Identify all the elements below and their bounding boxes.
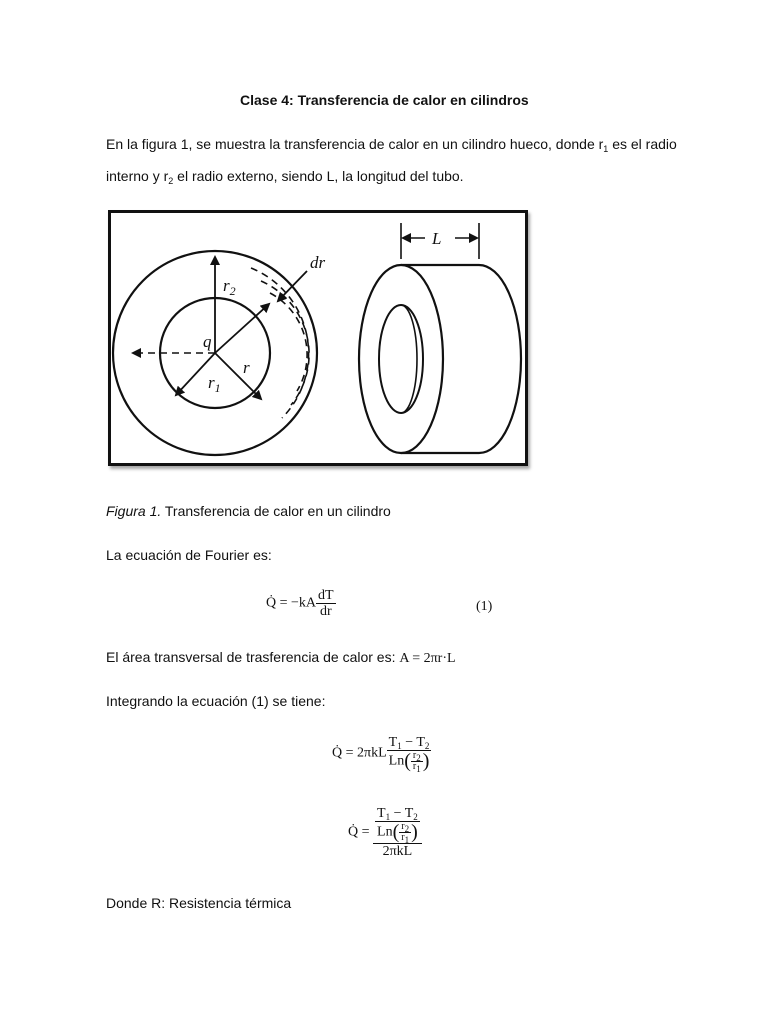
equation-3: [348, 806, 422, 859]
document-title: Clase 4: Transferencia de calor en cilindros: [240, 92, 529, 108]
label-r1: $r_1$: [208, 373, 221, 395]
dashed-arc: [251, 268, 309, 418]
equation-2: [332, 735, 431, 772]
eq2-lhs: Q̇ = 2πkL: [332, 745, 387, 761]
area-line: [106, 648, 456, 668]
eq1-numerator: dT: [318, 588, 334, 603]
closing-text: Donde R: Resistencia térmica: [106, 895, 292, 911]
dashed-arc: [270, 293, 307, 391]
equation-1-number: (1): [476, 599, 493, 614]
eq3-denominator: 2πkL: [382, 844, 413, 859]
eq1-lhs: Q̇ = −kA: [266, 595, 317, 611]
eq2-numerator: $T_1 - T_2$: [388, 735, 430, 751]
label-dr: dr: [310, 253, 326, 272]
eq3-fraction: [373, 806, 422, 859]
label-L: L: [432, 229, 442, 248]
radius-r-arrow-lower: [215, 353, 261, 399]
integrating-text: Integrando la ecuación (1) se tiene:: [106, 693, 326, 709]
intro-line-2-end: el radio externo, siendo L, la longitud del tubo.: [173, 168, 464, 184]
caption-text: Transferencia de calor en un cilindro: [161, 503, 391, 519]
intro-line-2-text: interno y r: [106, 168, 169, 184]
subscript: 2: [168, 176, 174, 186]
caption-label: Figura 1.: [106, 503, 162, 519]
eq3-inner-fraction: $T_1 - T_2$ Ln( $\frac{r_2}{r_1}$ ): [377, 806, 418, 845]
intro-line-1: [106, 135, 677, 153]
label-r: r: [243, 358, 250, 377]
eq2-denominator: Ln( $\frac{r_2}{r_1}$ ): [388, 750, 430, 774]
eq3-numerator: [373, 806, 422, 844]
eq1-denominator: dr: [319, 604, 332, 619]
equation-1: [266, 588, 336, 619]
intro-line-1-text: En la figura 1, se muestra la transferencia de calor en un cilindro hueco, donde r: [106, 136, 604, 152]
intro-line-2: [106, 167, 464, 185]
radius-r-arrow: [215, 304, 269, 353]
label-q: q: [203, 332, 212, 351]
area-formula: A = 2πr·L: [399, 651, 456, 666]
eq2-fraction: [387, 735, 432, 772]
figure-caption: [106, 502, 391, 520]
cylinder-front-face: [359, 265, 443, 453]
subscript: 1: [603, 144, 609, 154]
cylinder-diagram: [111, 213, 525, 463]
fourier-intro: La ecuación de Fourier es:: [106, 547, 272, 563]
label-r2: $r_2$: [223, 276, 236, 298]
eq3-lhs: Q̇ =: [348, 824, 370, 840]
eq1-fraction: [316, 588, 336, 619]
cylinder-figure: [108, 210, 528, 466]
intro-line-1-end: es el radio: [608, 136, 677, 152]
area-text: El área transversal de trasferencia de calor es:: [106, 649, 400, 665]
